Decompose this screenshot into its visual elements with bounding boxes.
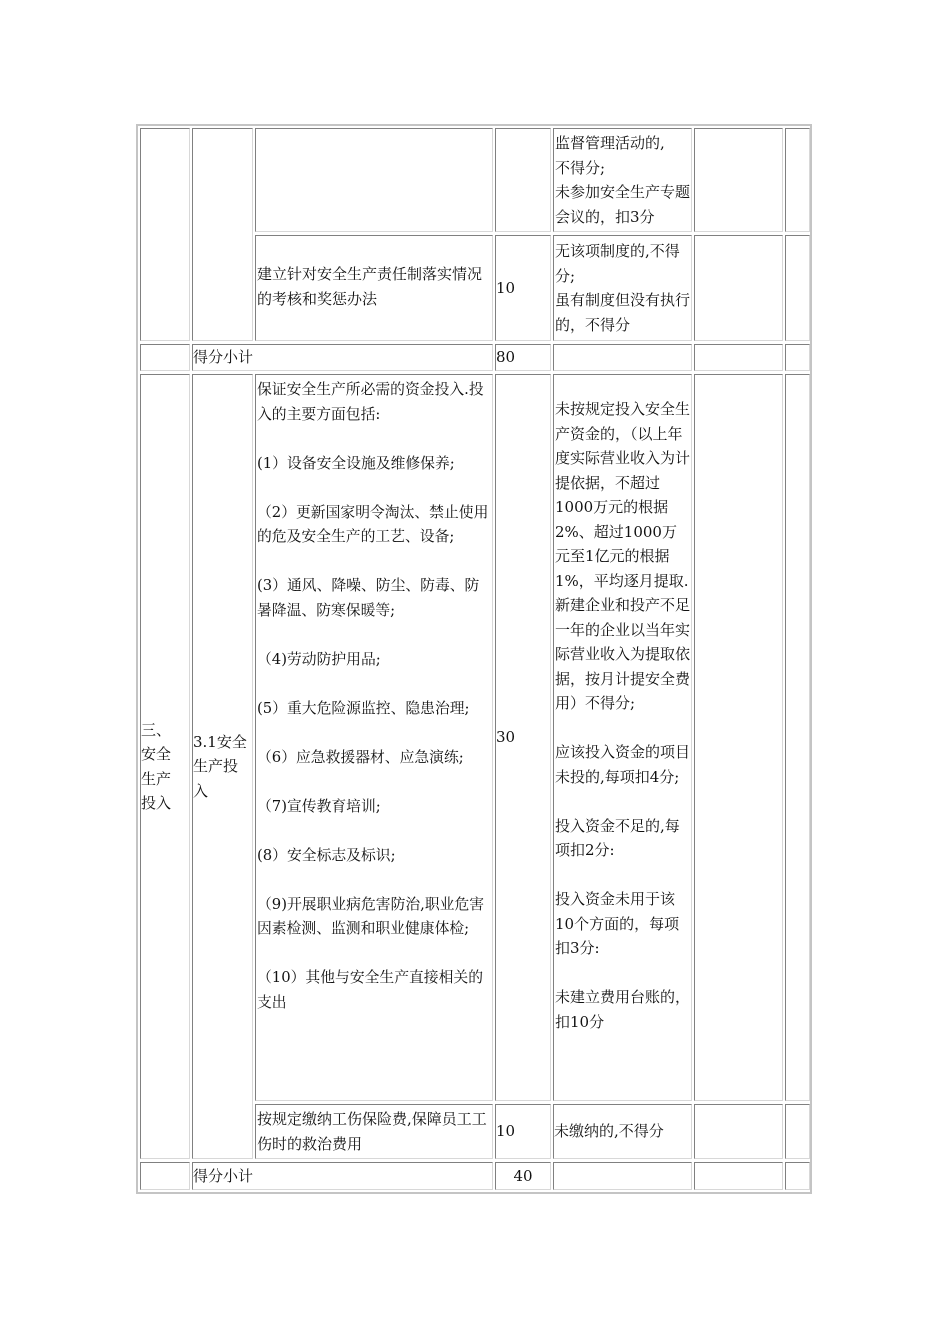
- cell-content-prev: [255, 128, 493, 232]
- content-text-item2: 建立针对安全生产责任制落实情况的考核和奖惩办法: [257, 265, 483, 308]
- cell-score-item2: [495, 235, 551, 341]
- cell-subtotal2-remark: [785, 1162, 810, 1190]
- cell-section3-item2-remark: [785, 1104, 810, 1159]
- section3-item2-content-text: 按规定缴纳工伤保险费,保障员工工伤时的救治费用: [257, 1110, 487, 1153]
- section3-subcategory-text: 3.1安全生产投入: [193, 732, 247, 800]
- cell-subtotal1-remark: [785, 344, 810, 371]
- cell-criteria-prev: [553, 128, 692, 232]
- cell-section3-item2-actual: [694, 1104, 783, 1159]
- cell-subtotal1-label: [192, 344, 493, 371]
- cell-content-item2: [255, 235, 493, 341]
- cell-subtotal1-actual: [694, 344, 783, 371]
- cell-subtotal1-criteria: [553, 344, 692, 371]
- section3-content-text: 保证安全生产所必需的资金投入.投入的主要方面包括: (1）设备安全设施及维修保养; （2）更新国家明令淘汰、禁止使用的危及安全生产的工艺、设备; (3）通风、降噪、防尘、防毒、防暑降温、防寒保暖等; （4)劳动防护用品; (5）重大危险源监控、隐患治理; （6）应急救援器材、应急演练; （7)宣传教育培训; (8）安全标志及标识; （9)开展职业病危害防治,职业危害因素检测、监测和职业健康体检; （10）其他与安全生产直接相关的支出: [257, 381, 489, 1011]
- cell-subtotal2-criteria: [553, 1162, 692, 1190]
- subtotal2-score: 40: [513, 1166, 533, 1185]
- section3-category-text: 三、 安全生产投入: [141, 720, 172, 812]
- cell-subtotal2-score: [495, 1162, 551, 1190]
- cell-remark-item2: [785, 235, 810, 341]
- cell-category-cont: [140, 128, 190, 341]
- cell-subtotal1-score: [495, 344, 551, 371]
- cell-score-prev: [495, 128, 551, 232]
- cell-section3-item2-criteria: [553, 1104, 692, 1159]
- section3-criteria-text: 未按规定投入安全生产资金的，（以上年度实际营业收入为计提依据，不超过1000万元的根据2%、超过1000万元至1亿元的根据1%，平均逐月提取.新建企业和投产不足一年的企业以当年实际营业收入为提取依据，按月计提安全费用）不得分; 应该投入资金的项目未投的,每项扣4分; 投入资金不足的,每项扣2分: 投入资金未用于该10个方面的，每项扣3分: 未建立费用台账的，扣10分: [555, 400, 691, 1031]
- cell-criteria-item2: [553, 235, 692, 341]
- cell-actual-score-prev: [694, 128, 783, 232]
- section3-item2-criteria-text: 未缴纳的,不得分: [554, 1122, 664, 1141]
- score-text-item2: 10: [496, 278, 516, 297]
- section3-score-text: 30: [496, 728, 516, 747]
- criteria-text-prev: 监督管理活动的, 不得分; 未参加安全生产专题会议的，扣3分: [555, 134, 691, 226]
- cell-section3-item2-score: [495, 1104, 551, 1159]
- cell-subtotal2-label: [192, 1162, 493, 1190]
- subtotal2-label: 得分小计: [193, 1166, 254, 1185]
- subtotal1-label: 得分小计: [193, 348, 254, 367]
- cell-section3-content: [255, 374, 493, 1101]
- cell-section3-criteria: [553, 374, 692, 1101]
- cell-section3-remark: [785, 374, 810, 1101]
- cell-section3-actual: [694, 374, 783, 1101]
- criteria-text-item2: 无该项制度的,不得分; 虽有制度但没有执行的，不得分: [555, 242, 691, 334]
- section3-item2-score-text: 10: [496, 1122, 516, 1141]
- cell-actual-score-item2: [694, 235, 783, 341]
- cell-section3-category: [140, 374, 190, 1159]
- cell-subtotal2-blank: [140, 1162, 190, 1190]
- cell-section3-subcategory: [192, 374, 253, 1159]
- subtotal1-score: 80: [496, 348, 516, 367]
- cell-subtotal1-blank: [140, 344, 190, 371]
- cell-subtotal2-actual: [694, 1162, 783, 1190]
- cell-subcategory-cont: [192, 128, 253, 341]
- cell-section3-item2-content: [255, 1104, 493, 1159]
- cell-section3-score: [495, 374, 551, 1101]
- assessment-table: [136, 124, 812, 1194]
- cell-remark-prev: [785, 128, 810, 232]
